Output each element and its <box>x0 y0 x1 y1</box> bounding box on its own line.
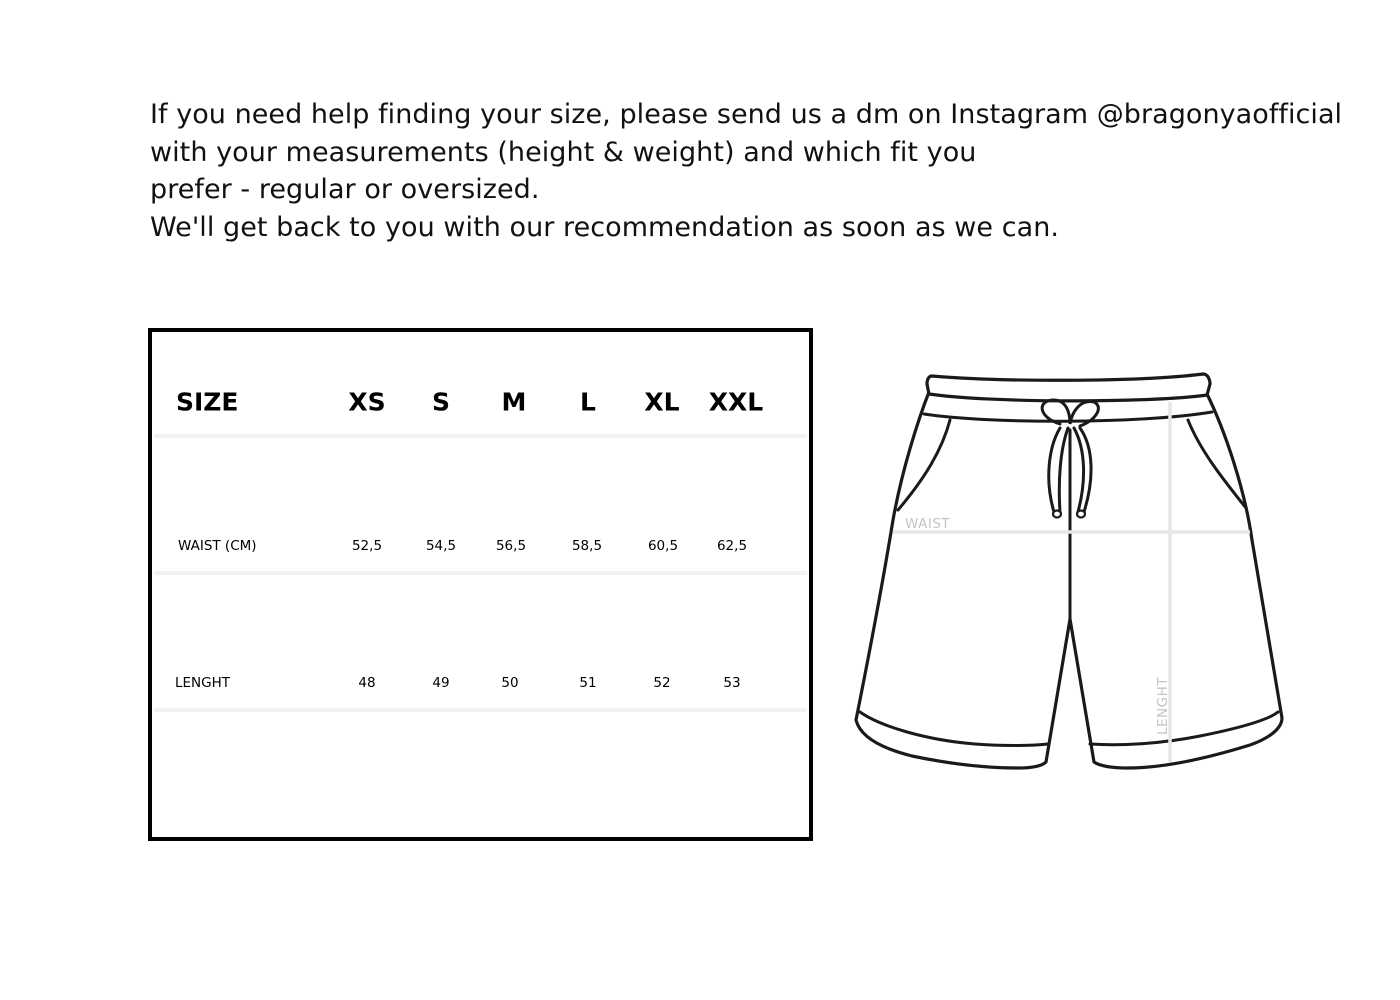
intro-line-3: prefer - regular or oversized. <box>150 174 540 205</box>
waist-value-s: 54,5 <box>425 538 457 554</box>
size-header-s: S <box>431 387 451 417</box>
drawstring-tip-right <box>1077 511 1085 518</box>
intro-line-4: We'll get back to you with our recommendation as soon as we can. <box>150 211 1060 243</box>
size-header-xl: XL <box>644 387 680 417</box>
size-header-l: L <box>580 387 596 417</box>
size-help-text <box>150 96 1350 246</box>
drawstring-tip-left <box>1053 511 1061 518</box>
size-column-header: SIZE <box>176 387 239 417</box>
header-divider <box>154 434 807 438</box>
size-header-m: M <box>501 387 527 417</box>
length-row-divider <box>154 708 807 712</box>
waist-value-m: 56,5 <box>495 538 527 554</box>
waist-value-xl: 60,5 <box>647 538 679 554</box>
waist-guide-label: WAIST <box>905 516 951 532</box>
size-header-xxl: XXL <box>708 387 764 417</box>
length-value-xxl: 53 <box>723 675 741 691</box>
waist-value-l: 58,5 <box>571 538 603 554</box>
length-row-label: LENGHT <box>175 675 231 691</box>
waist-value-xxl: 62,5 <box>716 538 748 554</box>
size-header-xs: XS <box>348 387 386 417</box>
length-value-xl: 52 <box>653 675 671 691</box>
shorts-illustration <box>840 360 1300 780</box>
length-value-l: 51 <box>579 675 597 691</box>
length-value-s: 49 <box>432 675 450 691</box>
waist-row-divider <box>154 571 807 575</box>
shorts-waistband <box>927 374 1210 401</box>
waist-row-label: WAIST (CM) <box>178 538 257 554</box>
size-chart-table <box>148 328 813 841</box>
intro-line-1: If you need help finding your size, please send us a dm on Instagram @bragonyaofficial <box>150 99 1343 130</box>
waist-value-xs: 52,5 <box>351 538 383 554</box>
length-value-m: 50 <box>501 675 519 691</box>
intro-line-2: with your measurements (height & weight) and which fit you <box>150 136 977 168</box>
length-guide-label: LENGHT <box>1155 676 1171 735</box>
length-value-xs: 48 <box>358 675 376 691</box>
